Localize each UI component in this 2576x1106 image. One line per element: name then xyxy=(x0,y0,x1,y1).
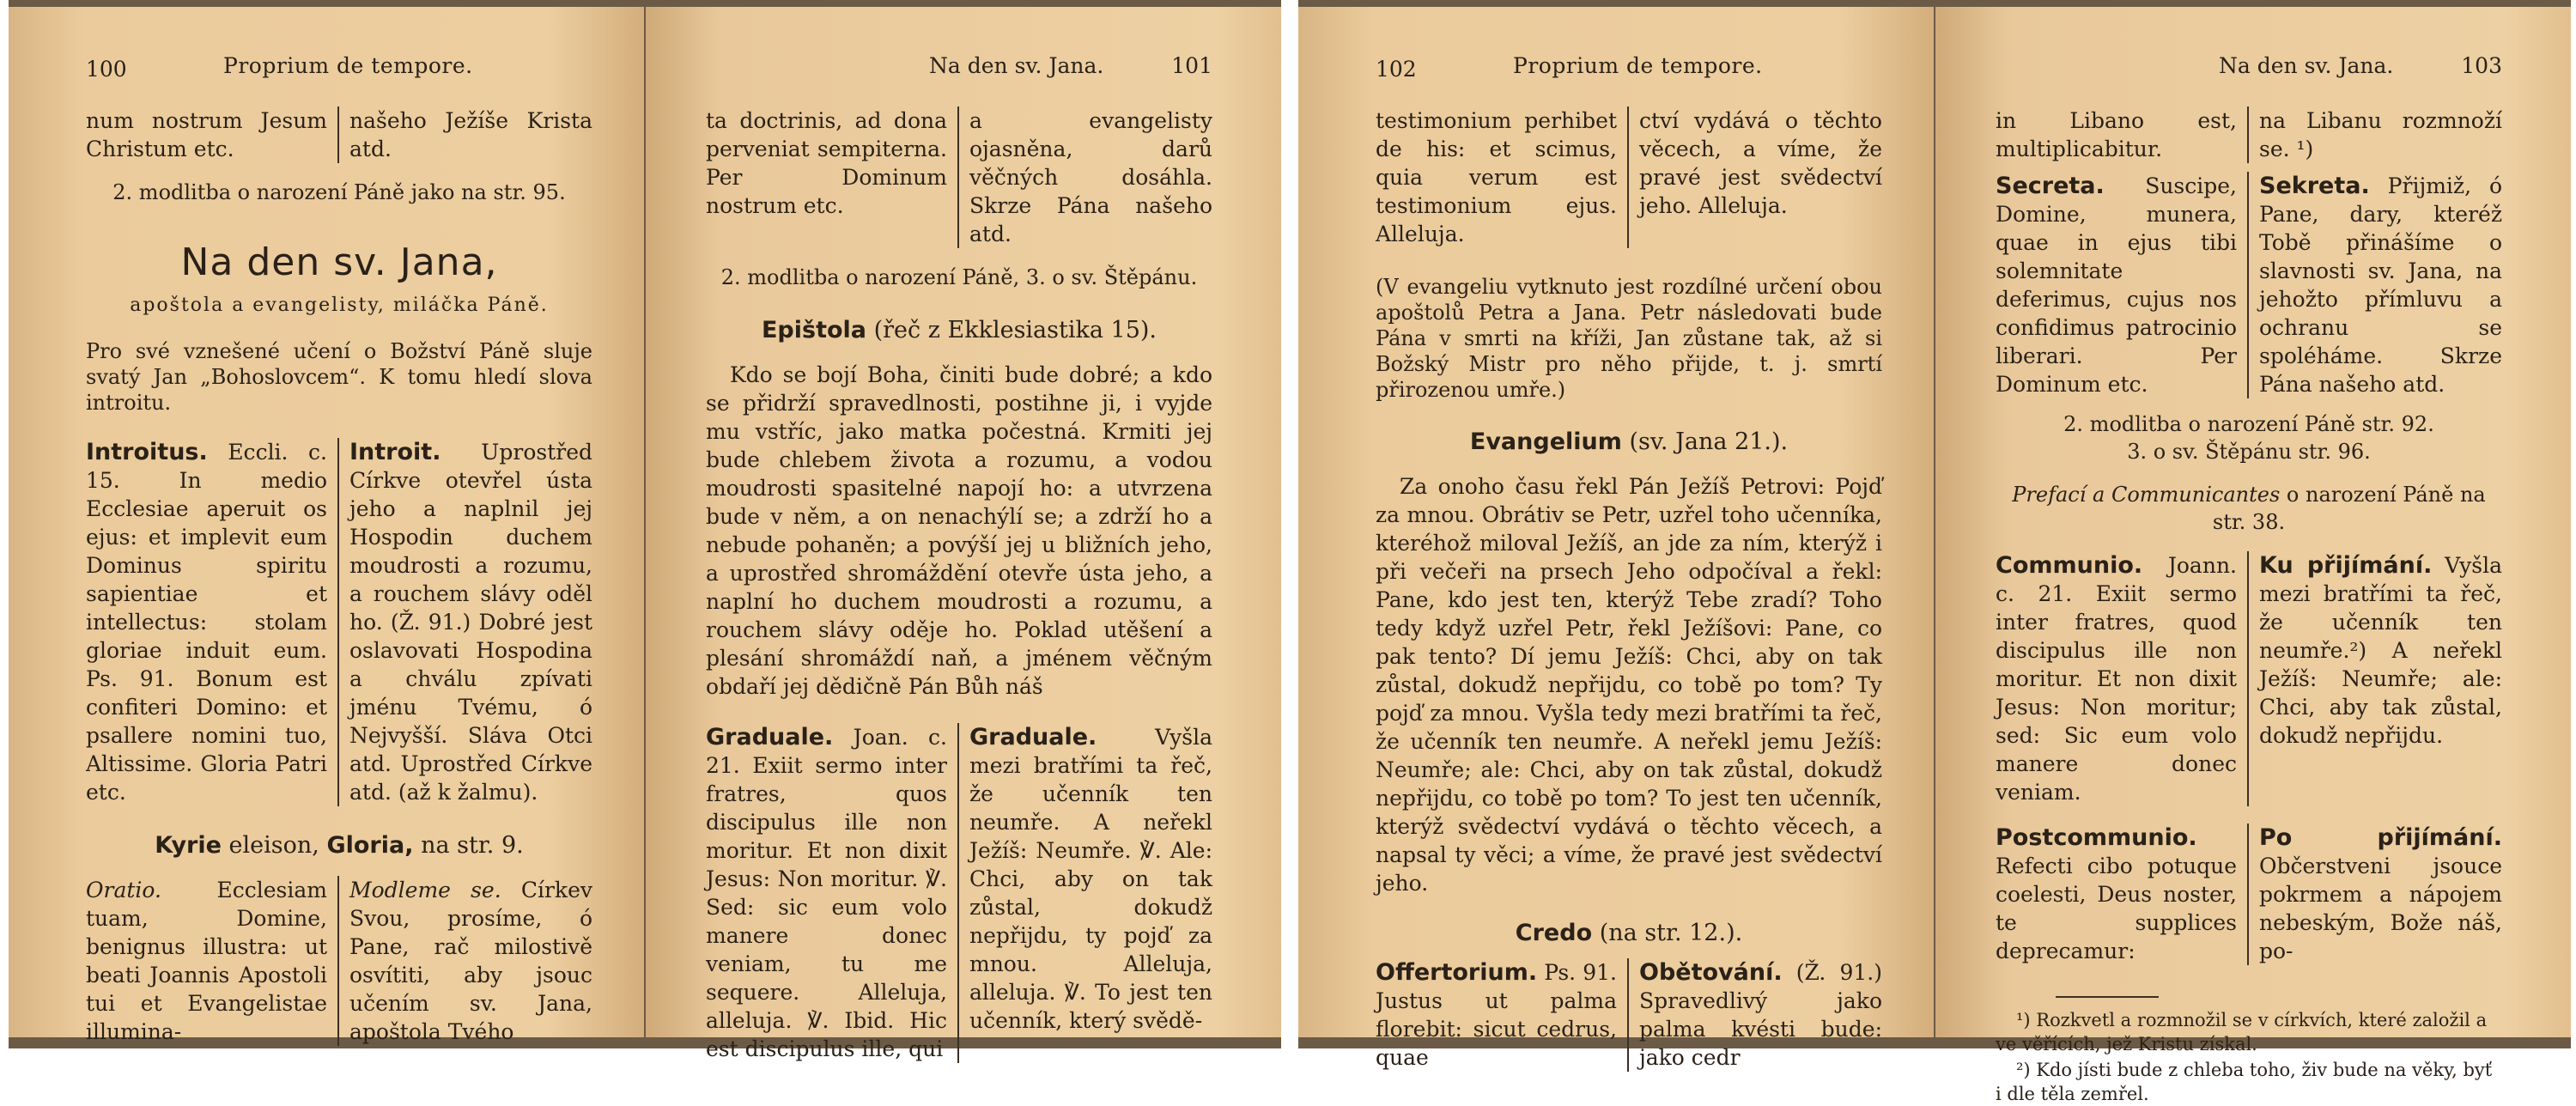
section-heading: Po přijímání. xyxy=(2259,824,2502,851)
section-text: Joan. c. 21. Exiit sermo inter fratres, quos discipulus ille non moritur. Et non dixit Jesus: Non moritur. ℣. Sed: sic eum volo manere donec veniam, tu me sequere. Alleluja, alleluja. ℣. Ibid. Hic est discipulus ille, qui xyxy=(706,725,948,1061)
page-header xyxy=(706,50,1212,84)
two-column-text xyxy=(706,106,1212,248)
latin-column xyxy=(1996,823,2249,965)
latin-column xyxy=(86,876,339,1046)
latin-column: ta doctrinis, ad dona perveniat sempiterna. Per Dominum nostrum etc. xyxy=(706,106,959,248)
introitus-section xyxy=(86,438,592,806)
evangelium-ref: (sv. Jana 21.). xyxy=(1629,428,1789,455)
section-heading: Secreta. xyxy=(1996,173,2105,199)
czech-column xyxy=(2249,172,2502,398)
section-text: Ecclesiam tuam, Domine, benignus illustra: ut beati Joannis Apostoli tui et Evangelistae illumina- xyxy=(86,878,327,1044)
section-text: Přijmiž, ó Pane, dary, kteréž Tobě přinášíme o slavnosti sv. Jana, na jehožto přímluvu a ochranu se spoléháme. Skrze Pána našeho atd. xyxy=(2259,173,2502,397)
czech-column: a evangelisty ojasněna, darů věčných dosáhla. Skrze Pána našeho atd. xyxy=(969,108,1212,246)
page-number: 102 xyxy=(1376,57,1417,82)
postcommunio-section xyxy=(1996,823,2502,965)
page-101 xyxy=(646,7,1281,1061)
epistola-text: Kdo se bojí Boha, činiti bude dobré; a kdo se přidrží spravedlnosti, postihne ji, i vyjde mu vstříc, jako matka počestná. Krmiti jej bude chlebem života a rozumu, a vodou moudrosti spasitelné napojí ho: a utvrzena bude v něm, a on nenachýlí se; a zdrží ho a nebude pohaněn; a povýší jej u bližních jeho, a uprostřed shromáždění otevře ústa jeho, a naplní ho duchem moudrosti a rozumu, a rouchem slávy oděje ho. Poklad utěšení a plesání shromáždí naň, a jménem věčným obdaří jej dědičně Pán Bůh náš xyxy=(706,362,1212,699)
section-heading: Graduale. xyxy=(706,724,834,750)
credo-line xyxy=(1376,920,1882,946)
evangelium-heading: Evangelium xyxy=(1469,428,1622,455)
latin-column: in Libano est, multiplicabitur. xyxy=(1996,106,2249,163)
kyrie-heading: Kyrie xyxy=(155,832,222,859)
page-number: 101 xyxy=(1171,53,1212,78)
running-title: Proprium de tempore. xyxy=(223,53,473,78)
feast-title: Na den sv. Jana, xyxy=(180,240,498,284)
page-100 xyxy=(9,7,644,1044)
czech-column xyxy=(339,876,592,1046)
section-text: Církev Svou, prosíme, ó Pane, rač milostivě osvítiti, aby jsouc učením sv. Jana, apoštola Tvého xyxy=(349,878,593,1044)
section-text: Suscipe, Domine, munera, quae in ejus tibi solemnitate deferimus, cujus nos confidimus patrocinio liberari. Per Dominum etc. xyxy=(1996,173,2237,397)
prefatio-rest: o narození Páně na str. 38. xyxy=(2212,483,2486,534)
two-column-text xyxy=(86,106,592,163)
page-header xyxy=(1996,50,2502,84)
latin-column xyxy=(1996,172,2249,398)
prefatio-italic: Prefací a Communicantes xyxy=(2012,483,2281,507)
latin-column: num nostrum Jesum Christum etc. xyxy=(86,106,339,163)
epistola-ref: (řeč z Ekklesiastika 15). xyxy=(873,317,1157,343)
book-spread-left xyxy=(9,0,1281,1061)
section-heading: Oratio. xyxy=(86,878,161,902)
latin-column xyxy=(86,438,339,806)
evangelium-heading-line xyxy=(1376,428,1882,455)
section-heading: Introitus. xyxy=(86,439,208,465)
intro-note: Pro své vznešené učení o Božství Páně sluje svatý Jan „Bohoslovcem“. K tomu hledí slova introitu. xyxy=(86,339,592,415)
section-heading: Obětování. xyxy=(1639,959,1783,986)
communio-section xyxy=(1996,551,2502,806)
page-number: 103 xyxy=(2461,53,2502,78)
secreta-section xyxy=(1996,172,2502,398)
evangelium-text: Za onoho času řekl Pán Ježíš Petrovi: Pojď za mnou. Obrátiv se Petr, uzřel toho učenníka, kteréhož miloval Ježíš, an jde za ním, kterýž i při večeři na prsech Jeho odpočíval a řekl: Pane, kdo jest ten, kterýž Tebe zradí? Toho tedy když uzřel Petr, řekl Ježíšovi: Pane, co pak tento? Dí jemu Ježíš: Chci, aby on tak zůstal, dokudž nepřijdu, co tobě po tom? Ty pojď za mnou. Vyšla tedy mezi bratřími ta řeč, že učenník ten neumře. A neřekl jemu Ježíš: Neumře; ale: Chci, aby on tak zůstal, dokudž nepřijdu, co tobě po tom? To jest ten učenník, kterýž svědectví vydává o těchto věcech, a napsal ty věci; a víme, že pravé jest svědectví jeho. xyxy=(1376,474,1882,896)
latin-column xyxy=(1376,958,1629,1072)
section-text: Vyšla mezi bratřími ta řeč, že učenník ten neumře.²) A neřekl Ježíš: Neumře; ale: Chci, aby tak zůstal, dokudž nepřijdu. xyxy=(2259,553,2502,748)
czech-column: ctví vydává o těchto věcech, a víme, že pravé jest svědectví jeho. Alleluja. xyxy=(1639,108,1882,218)
running-title: Na den sv. Jana. xyxy=(929,53,1104,78)
czech-column xyxy=(1629,958,1882,1072)
czech-column: našeho Ježíše Krista atd. xyxy=(349,108,592,161)
page-header xyxy=(86,50,592,84)
footnote-1: ¹) Rozkvetl a rozmnožil se v církvích, které založil a ve věřících, jež Kristu získal. xyxy=(1996,1010,2488,1054)
kyrie-ref: na str. 9. xyxy=(421,832,524,859)
page-102 xyxy=(1298,7,1934,1070)
section-heading: Sekreta. xyxy=(2259,173,2370,199)
section-text: Joann. c. 21. Exiit sermo inter fratres, quod discipulus ille non moritur. Et non dixit Jesus: Non moritur; sed: Sic eum volo manere donec veniam. xyxy=(1996,553,2237,805)
section-text: Občerstveni jsouce pokrmem a nápojem nebeským, Bože náš, po- xyxy=(2259,854,2502,963)
graduale-section xyxy=(706,723,1212,1063)
czech-column xyxy=(2249,551,2502,806)
gloria-heading: Gloria, xyxy=(326,832,414,859)
oratio-section xyxy=(86,876,592,1046)
page-header xyxy=(1376,50,1882,84)
section-text: Ps. 91. Justus ut palma florebit: sicut cedrus, quae xyxy=(1376,960,1617,1070)
running-title: Na den sv. Jana. xyxy=(2219,53,2394,78)
two-column-text xyxy=(1376,106,1882,248)
page-103 xyxy=(1935,7,2571,1104)
section-text: Vyšla mezi bratřími ta řeč, že učenník ten neumře. A neřekl Ježíš: Neumře. ℣. Ale: Chci, aby on tak zůstal, dokudž nepřijdu, ty pojď za mnou. Alleluja, alleluja. ℣. To jest ten učenník, který svědě- xyxy=(969,725,1212,1033)
book-spread-right xyxy=(1298,0,2571,1104)
epistola-heading-line xyxy=(706,317,1212,343)
czech-column: na Libanu rozmnoží se. ¹) xyxy=(2259,108,2502,161)
section-heading: Communio. xyxy=(1996,552,2143,579)
credo-ref: (na str. 12.). xyxy=(1599,920,1743,946)
latin-column xyxy=(706,723,959,1063)
section-heading: Introit. xyxy=(349,439,441,465)
czech-column xyxy=(959,723,1212,1063)
oration-note: 2. modlitba o narození Páně jako na str. 95. xyxy=(112,180,566,204)
section-text: (Ž. 91.) Spravedlivý jako palma kvésti bude: jako cedr xyxy=(1639,960,1882,1070)
section-heading: Postcommunio. xyxy=(1996,824,2197,851)
oration-note: 3. o sv. Štěpánu str. 96. xyxy=(2127,440,2371,464)
czech-column xyxy=(339,438,592,806)
epistola-heading: Epištola xyxy=(761,317,866,343)
section-text: Uprostřed Církve otevřel ústa jeho a naplnil jej Hospodin duchem moudrosti a rozumu, a rouchem slávy oděl ho. (Ž. 91.) Dobré jest oslavovati Hospodina a chválu zpívati jménu Tvému, ó Nejvyšší. Sláva Otci atd. Uprostřed Církve atd. (až k žalmu). xyxy=(349,440,592,805)
oration-note: 2. modlitba o narození Páně str. 92. xyxy=(2063,412,2434,436)
section-text: Refecti cibo potuque coelesti, Deus noster, te supplices deprecamur: xyxy=(1996,854,2237,963)
section-heading: Offertorium. xyxy=(1376,959,1538,986)
credo-heading: Credo xyxy=(1515,920,1593,946)
latin-column: testimonium perhibet de his: et scimus, quia verum est testimonium ejus. Alleluja. xyxy=(1376,106,1629,248)
feast-subtitle: apoštola a evangelisty, miláčka Páně. xyxy=(130,295,549,316)
page-number: 100 xyxy=(86,57,127,82)
section-text: Eccli. c. 15. In medio Ecclesiae aperuit os ejus: et implevit eum Dominus spiritu sapientiae et intellectus: stolam gloriae induit eum. Ps. 91. Bonum est confiteri Domino: et psallere nomini tuo, Altissime. Gloria Patri etc. xyxy=(86,440,327,805)
running-title: Proprium de tempore. xyxy=(1513,53,1763,78)
section-heading: Graduale. xyxy=(969,724,1097,750)
oration-note: 2. modlitba o narození Páně, 3. o sv. Štěpánu. xyxy=(720,265,1198,289)
footnote-divider xyxy=(2056,996,2159,998)
two-column-text xyxy=(1996,106,2502,163)
eleison-word: eleison, xyxy=(228,832,319,859)
latin-column xyxy=(1996,551,2249,806)
section-heading: Ku přijímání. xyxy=(2259,552,2433,579)
section-heading: Modleme se. xyxy=(349,878,501,902)
kyrie-line xyxy=(86,832,592,859)
offertorium-section xyxy=(1376,958,1882,1072)
evangelium-note: (V evangeliu vytknuto jest rozdílné určení obou apoštolů Petra a Jana. Petr následovati bude Pána v smrti na kříži, Jan zůstane tak, až si Božský Mistr pro něho přijde, t. j. smrtí přirozenou umře.) xyxy=(1376,275,1882,402)
czech-column xyxy=(2249,823,2502,965)
prefatio-note xyxy=(1996,481,2502,536)
footnote-2: ²) Kdo jísti bude z chleba toho, živ bude na věky, byť i dle těla zemřel. xyxy=(1996,1060,2493,1104)
